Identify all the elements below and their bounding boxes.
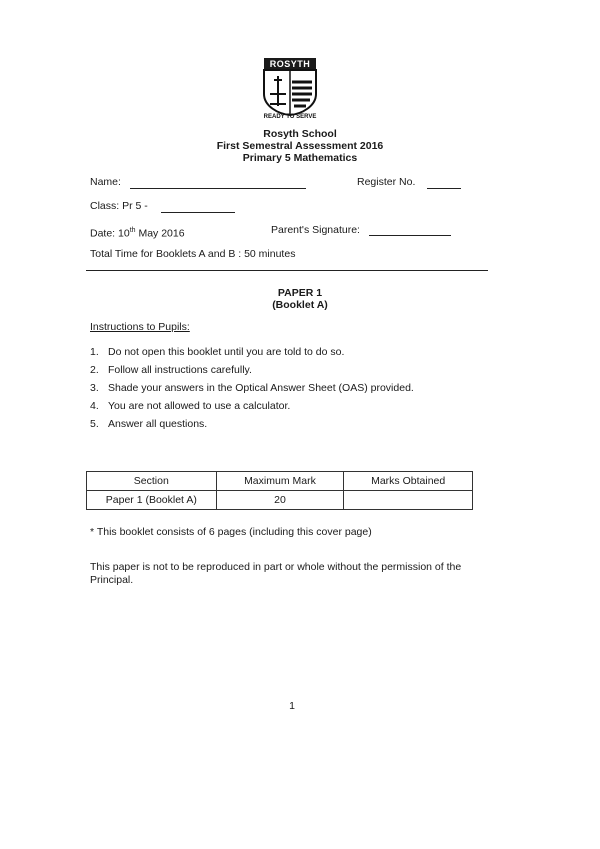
table-cell-section: Paper 1 (Booklet A) [87, 491, 217, 510]
register-line[interactable] [427, 188, 461, 189]
list-item [90, 364, 510, 382]
item-text: Shade your answers in the Optical Answer Sheet (OAS) provided. [108, 382, 414, 394]
parent-signature-label: Parent's Signature: [271, 224, 360, 236]
item-text: You are not allowed to use a calculator. [108, 400, 291, 412]
instructions-heading: Instructions to Pupils: [90, 321, 190, 333]
table-cell-marks-obtained[interactable] [344, 491, 473, 510]
register-label: Register No. [357, 176, 416, 188]
item-number: 3. [90, 382, 99, 394]
name-line[interactable] [130, 188, 306, 189]
table-header-max-mark: Maximum Mark [216, 472, 344, 491]
marks-table [86, 471, 473, 510]
school-crest-icon [262, 68, 318, 116]
list-item [90, 382, 510, 400]
list-item [90, 346, 510, 364]
item-text: Follow all instructions carefully. [108, 364, 252, 376]
instructions-list [90, 346, 510, 436]
table-header-row [87, 472, 473, 491]
paper-title: PAPER 1 [277, 287, 323, 299]
school-crest [258, 54, 322, 124]
date-suffix: th [129, 227, 136, 234]
date-field [90, 224, 185, 241]
date-label: Date: [90, 227, 119, 240]
date-day: 10 [118, 227, 130, 240]
item-number: 2. [90, 364, 99, 376]
subject-title: Primary 5 Mathematics [242, 152, 358, 164]
class-line[interactable] [161, 212, 235, 213]
table-header-section: Section [87, 472, 217, 491]
pages-note: * This booklet consists of 6 pages (including this cover page) [90, 526, 372, 538]
assessment-title: First Semestral Assessment 2016 [216, 140, 384, 152]
booklet-title: (Booklet A) [272, 299, 328, 311]
page-number: 1 [289, 700, 295, 712]
table-cell-max-mark: 20 [216, 491, 344, 510]
list-item [90, 400, 510, 418]
item-number: 5. [90, 418, 99, 430]
list-item [90, 418, 510, 436]
copyright-note: This paper is not to be reproduced in part or whole without the permission of the Principal. [90, 561, 462, 586]
class-label: Class: Pr 5 - [90, 200, 148, 212]
table-row [87, 491, 473, 510]
crest-band: ROSYTH [264, 58, 316, 70]
table-header-marks-obtained: Marks Obtained [344, 472, 473, 491]
name-label: Name: [90, 176, 121, 188]
crest-motto: READY TO SERVE [263, 114, 317, 120]
item-number: 4. [90, 400, 99, 412]
header-divider [86, 270, 488, 271]
total-time: Total Time for Booklets A and B : 50 minutes [90, 248, 296, 260]
parent-signature-line[interactable] [369, 235, 451, 236]
date-rest: May 2016 [135, 227, 185, 240]
item-number: 1. [90, 346, 99, 358]
school-name: Rosyth School [263, 128, 337, 140]
item-text: Answer all questions. [108, 418, 208, 430]
item-text: Do not open this booklet until you are told to do so. [108, 346, 345, 358]
